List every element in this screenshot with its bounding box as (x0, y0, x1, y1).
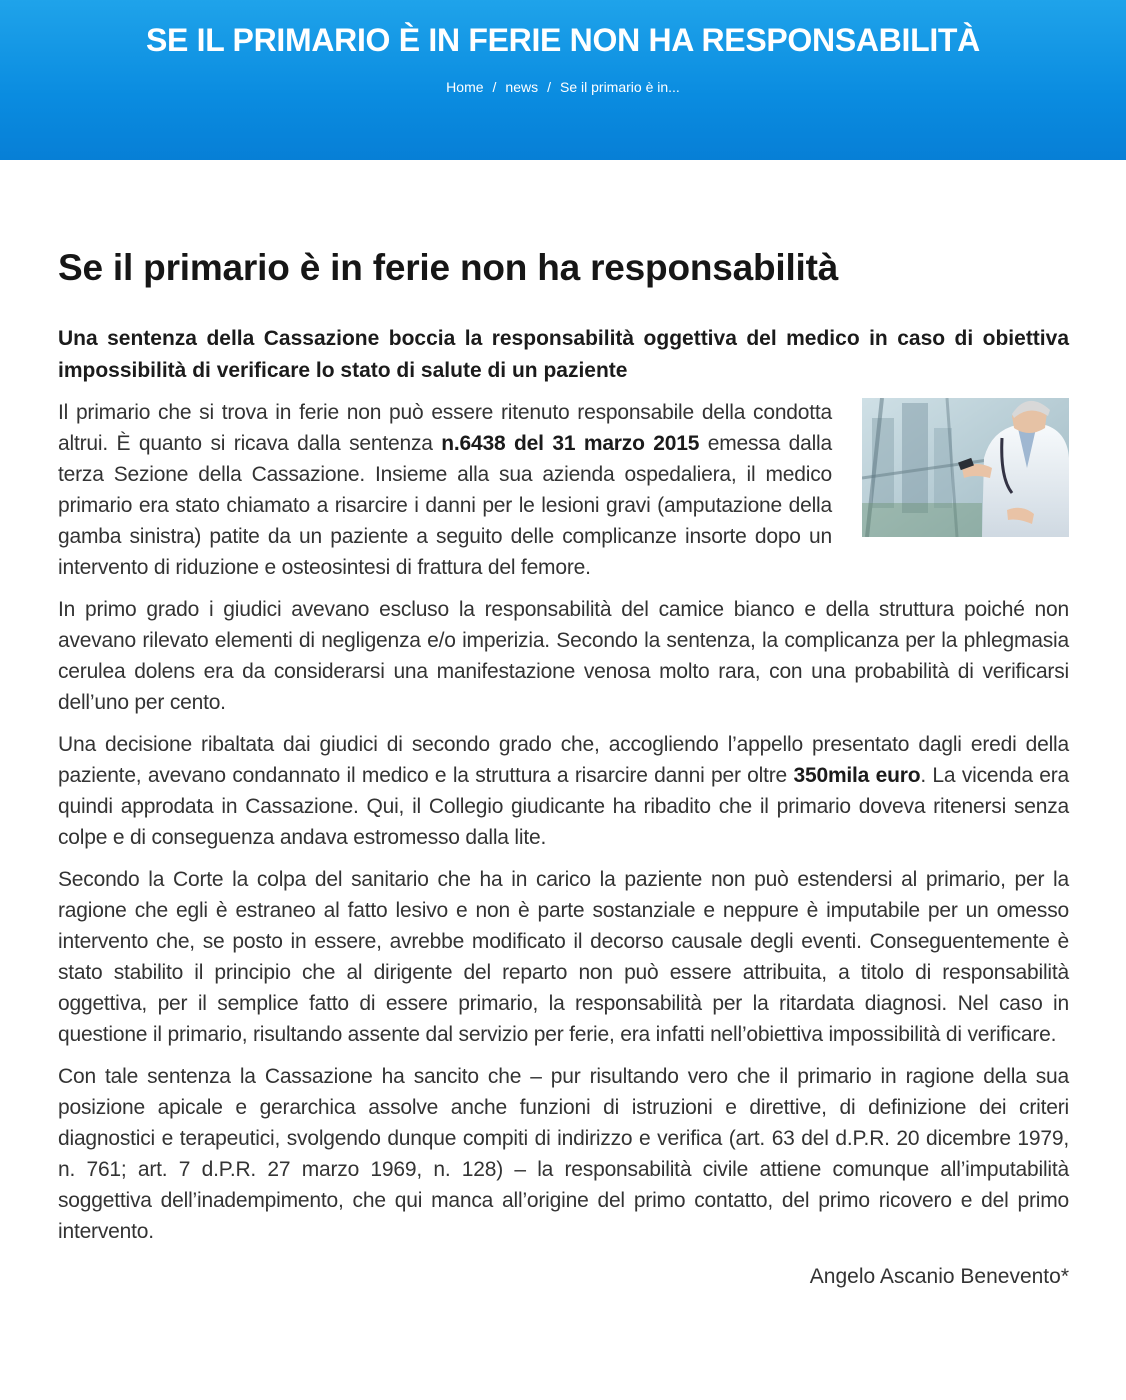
article-paragraph-2: In primo grado i giudici avevano escluso la responsabilità del camice bianco e della struttura poiché non avevano rilevato elementi di negligenza e/o imperizia. Secondo la sentenza, la complicanza per la phlegmasia cerulea dolens era da considerarsi una manifestazione venosa molto rara, con una probabilità di verificarsi dell’uno per cento. (58, 598, 1069, 714)
sentence-reference: n.6438 del 31 marzo 2015 (441, 432, 700, 455)
article-paragraph-4: Secondo la Corte la colpa del sanitario che ha in carico la paziente non può estendersi al primario, per la ragione che egli è estraneo al fatto lesivo e non è parte sostanziale e neppure è imputabile per un omesso intervento che, se posto in essere, avrebbe modificato il decorso causale degli eventi. Conseguentemente è stato stabilito il principio che al dirigente del reparto non può essere attribuita, a titolo di responsabilità oggettiva, per il semplice fatto di essere primario, la responsabilità per la ritardata diagnosi. Nel caso in questione il primario, risultando assente dal servizio per ferie, era infatti nell’obiettiva impossibilità di verificare. (58, 868, 1069, 1046)
article-paragraph-1: Il primario che si trova in ferie non può essere ritenuto responsabile della condotta altrui. È quanto si ricava dalla sentenza n.6438 del 31 marzo 2015 emessa dalla terza Sezione della Cassazione. Insieme alla sua azienda ospedaliera, il medico primario era stato chiamato a risarcire i danni per le lesioni gravi (amputazione della gamba sinistra) patite da un paziente a seguito delle complicanze insorte dopo un intervento di riduzione e osteosintesi di frattura del femore. (58, 397, 1069, 583)
breadcrumb-separator: / (492, 79, 497, 95)
doctor-photo (862, 398, 1069, 537)
breadcrumb-news-link[interactable]: news (505, 79, 539, 95)
article-lead: Una sentenza della Cassazione boccia la responsabilità oggettiva del medico in caso di obiettiva impossibilità di verificare lo stato di salute di un paziente (58, 327, 1069, 382)
article-paragraph-3: Una decisione ribaltata dai giudici di secondo grado che, accogliendo l’appello presentato dagli eredi della paziente, avevano condannato il medico e la struttura a risarcire danni per oltre 350mila euro. La vicenda era quindi approdata in Cassazione. Qui, il Collegio giudicante ha ribadito che il primario doveva ritenersi senza colpe e di conseguenza andava estromesso dalla lite. (58, 733, 1070, 849)
breadcrumb-current: Se il primario è in... (560, 79, 680, 95)
article-paragraph-5: Con tale sentenza la Cassazione ha sancito che – pur risultando vero che il primario in ragione della sua posizione apicale e gerarchica assolve anche funzioni di istruzioni e direttive, di definizione dei criteri diagnostici e terapeutici, svolgendo dunque compiti di indirizzo e verifica (art. 63 del d.P.R. 20 dicembre 1979, n. 761; art. 7 d.P.R. 27 marzo 1969, n. 128) – la responsabilità civile attiene comunque all’imputabilità soggettiva dell’inadempimento, che qui manca all’origine del primo contatto, del primo ricovero e del primo intervento. (58, 1065, 1069, 1243)
breadcrumb-separator: / (547, 79, 551, 95)
breadcrumb-home-link[interactable]: Home (446, 79, 484, 95)
article-author: Angelo Ascanio Benevento* (809, 1265, 1069, 1288)
damages-amount: 350mila euro (793, 764, 921, 787)
article-content (58, 240, 1069, 1292)
header-title: SE IL PRIMARIO È IN FERIE NON HA RESPONSABILITÀ (146, 22, 980, 58)
page-header (0, 0, 1126, 160)
breadcrumb (0, 79, 1126, 95)
article-title: Se il primario è in ferie non ha responsabilità (58, 247, 839, 288)
